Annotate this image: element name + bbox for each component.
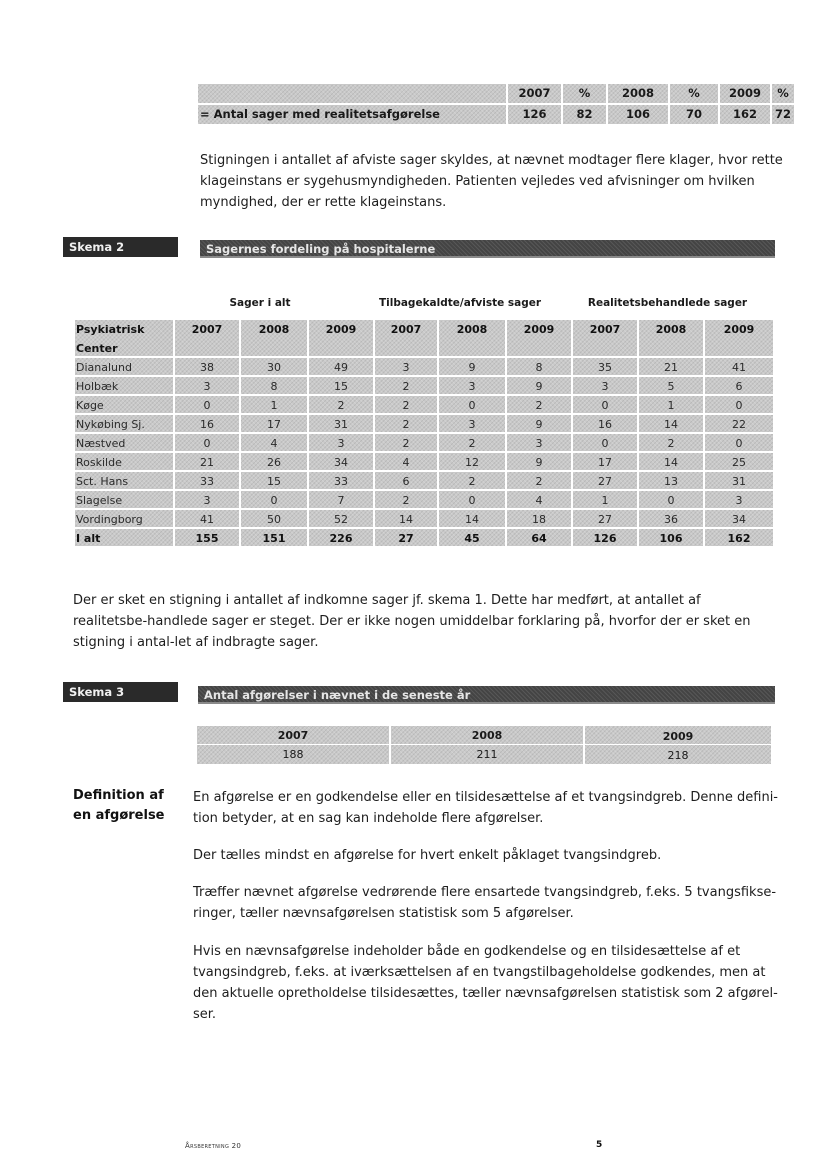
summary-value-row <box>198 105 796 124</box>
summary-value: 82 <box>563 105 608 124</box>
year-header: 2007 <box>573 320 639 358</box>
table-cell: 0 <box>573 434 639 453</box>
table-cell: 26 <box>241 453 309 472</box>
table-cell: 4 <box>507 491 573 510</box>
table-cell: 0 <box>573 396 639 415</box>
table-cell: 14 <box>639 415 705 434</box>
group-header-processed: Realitetsbehandlede sager <box>587 297 748 309</box>
year-header: 2007 <box>375 320 439 358</box>
table-cell: 6 <box>375 472 439 491</box>
table-cell: 8 <box>507 358 573 377</box>
table-cell: 21 <box>175 453 241 472</box>
table-cell: 8 <box>241 377 309 396</box>
table-cell: 49 <box>309 358 375 377</box>
table-cell: 2 <box>375 434 439 453</box>
table-cell: 13 <box>639 472 705 491</box>
table-cell: 27 <box>573 510 639 529</box>
decisions-year: 2009 <box>585 726 773 745</box>
total-cell: 151 <box>241 529 309 548</box>
corner-header <box>75 320 175 358</box>
summary-header: 2007 <box>508 84 563 103</box>
table-cell: 35 <box>573 358 639 377</box>
table-cell: 1 <box>573 491 639 510</box>
summary-value: 126 <box>508 105 563 124</box>
skema2-title: Sagernes fordeling på hospitalerne <box>200 240 775 258</box>
group-header-total: Sager i alt <box>229 297 291 309</box>
table-cell: 22 <box>705 415 775 434</box>
table-cell: 3 <box>375 358 439 377</box>
table-cell: 0 <box>175 396 241 415</box>
table-cell: 3 <box>439 377 507 396</box>
decisions-table <box>197 726 773 764</box>
table-cell: 14 <box>639 453 705 472</box>
summary-header: % <box>772 84 796 103</box>
total-cell: 226 <box>309 529 375 548</box>
table-cell: 2 <box>375 396 439 415</box>
group-header-rejected: Tilbagekaldte/afviste sager <box>378 297 542 309</box>
table-cell: 0 <box>439 396 507 415</box>
total-label: I alt <box>75 529 175 548</box>
hospital-name: Næstved <box>75 434 175 453</box>
summary-header: 2008 <box>608 84 670 103</box>
table-cell: 9 <box>507 453 573 472</box>
summary-value: 106 <box>608 105 670 124</box>
definition-label-line1: Definition af <box>73 788 164 803</box>
hospital-name: Slagelse <box>75 491 175 510</box>
total-cell: 45 <box>439 529 507 548</box>
table-cell: 3 <box>175 377 241 396</box>
hospital-name: Dianalund <box>75 358 175 377</box>
table-cell: 3 <box>573 377 639 396</box>
table-cell: 0 <box>175 434 241 453</box>
definition-paragraph: Hvis en nævnsafgørelse indeholder både en godkendelse og en tilsidesættelse af et tvangsindgreb, f.eks. at iværksættelsen af en tvangstilbageholdelse godkendes, men at den aktuelle opretholdelse tilsidesættes, tæller nævnsafgørelsen statistisk som 2 afgørel-ser. <box>193 944 778 1022</box>
decisions-value: 211 <box>391 745 585 764</box>
table-cell: 2 <box>375 415 439 434</box>
year-header: 2009 <box>309 320 375 358</box>
table-cell: 33 <box>309 472 375 491</box>
table-cell: 3 <box>309 434 375 453</box>
year-header: 2009 <box>507 320 573 358</box>
summary-value: 70 <box>670 105 720 124</box>
year-header: 2009 <box>705 320 775 358</box>
definition-label <box>73 786 165 826</box>
summary-table <box>198 84 796 124</box>
definition-label-line2: en afgørelse <box>73 808 165 823</box>
table-cell: 33 <box>175 472 241 491</box>
definition-paragraph: Der tælles mindst en afgørelse for hvert enkelt påklaget tvangsindgreb. <box>193 848 662 863</box>
year-header: 2008 <box>241 320 309 358</box>
paragraph-rejections: Stigningen i antallet af afviste sager skyldes, at nævnet modtager flere klager, hvor rette klageinstans er sygehusmyndigheden. Patienten vejledes ved afvisninger om hvilken myndighed, der er rette klageinstans. <box>200 153 783 210</box>
total-cell: 126 <box>573 529 639 548</box>
decisions-value: 218 <box>585 745 773 764</box>
table-cell: 0 <box>705 434 775 453</box>
table-cell: 17 <box>573 453 639 472</box>
table-cell: 3 <box>507 434 573 453</box>
table-cell: 2 <box>375 491 439 510</box>
table-cell: 38 <box>175 358 241 377</box>
table-cell: 5 <box>639 377 705 396</box>
table-cell: 2 <box>375 377 439 396</box>
table-cell: 2 <box>309 396 375 415</box>
table-cell: 14 <box>439 510 507 529</box>
table-cell: 1 <box>241 396 309 415</box>
hospital-name: Holbæk <box>75 377 175 396</box>
table-cell: 36 <box>639 510 705 529</box>
total-cell: 162 <box>705 529 775 548</box>
table-cell: 25 <box>705 453 775 472</box>
table-cell: 41 <box>705 358 775 377</box>
table-cell: 6 <box>705 377 775 396</box>
table-cell: 3 <box>705 491 775 510</box>
table-cell: 2 <box>439 434 507 453</box>
total-cell: 27 <box>375 529 439 548</box>
table-cell: 17 <box>241 415 309 434</box>
table-cell: 4 <box>375 453 439 472</box>
table-cell: 34 <box>705 510 775 529</box>
hospital-name: Køge <box>75 396 175 415</box>
footer-report-title: Årsberetning 20 <box>185 1142 242 1150</box>
table-cell: 16 <box>175 415 241 434</box>
table-cell: 2 <box>507 396 573 415</box>
corner-header-line: Psykiatrisk <box>76 323 145 336</box>
total-cell: 64 <box>507 529 573 548</box>
table-cell: 52 <box>309 510 375 529</box>
table-cell: 1 <box>639 396 705 415</box>
table-cell: 12 <box>439 453 507 472</box>
table-cell: 9 <box>507 415 573 434</box>
summary-value: 162 <box>720 105 772 124</box>
definition-paragraph: Træffer nævnet afgørelse vedrørende flere ensartede tvangsindgreb, f.eks. 5 tvangsfikse-ringer, tæller nævnsafgørelsen statistisk som 5 afgørelser. <box>193 885 777 921</box>
summary-header: % <box>563 84 608 103</box>
decisions-year: 2007 <box>197 726 391 745</box>
table-cell: 0 <box>705 396 775 415</box>
year-header: 2007 <box>175 320 241 358</box>
summary-value: 72 <box>772 105 796 124</box>
table-cell: 41 <box>175 510 241 529</box>
table-cell: 0 <box>439 491 507 510</box>
table-cell: 15 <box>241 472 309 491</box>
decisions-year: 2008 <box>391 726 585 745</box>
summary-blank-cell <box>198 84 508 103</box>
table-cell: 31 <box>705 472 775 491</box>
table-cell: 9 <box>439 358 507 377</box>
year-header: 2008 <box>639 320 705 358</box>
page-number: 5 <box>596 1140 603 1150</box>
table-cell: 16 <box>573 415 639 434</box>
table-cell: 50 <box>241 510 309 529</box>
table-cell: 15 <box>309 377 375 396</box>
table-cell: 2 <box>439 472 507 491</box>
table-cell: 2 <box>507 472 573 491</box>
definition-paragraph: En afgørelse er en godkendelse eller en tilsidesættelse af et tvangsindgreb. Denne defini-tion betyder, at en sag kan indeholde flere afgørelser. <box>193 790 778 826</box>
total-cell: 155 <box>175 529 241 548</box>
summary-header: % <box>670 84 720 103</box>
table-cell: 9 <box>507 377 573 396</box>
hospital-name: Sct. Hans <box>75 472 175 491</box>
total-cell: 106 <box>639 529 705 548</box>
table-cell: 18 <box>507 510 573 529</box>
skema3-tag: Skema 3 <box>63 682 178 702</box>
table-cell: 2 <box>639 434 705 453</box>
hospital-name: Nykøbing Sj. <box>75 415 175 434</box>
table-cell: 0 <box>241 491 309 510</box>
skema3-title: Antal afgørelser i nævnet i de seneste år <box>198 686 775 704</box>
table-cell: 3 <box>439 415 507 434</box>
table-cell: 34 <box>309 453 375 472</box>
table-cell: 7 <box>309 491 375 510</box>
table-cell: 3 <box>175 491 241 510</box>
corner-header-line: Center <box>76 342 118 355</box>
hospital-name: Roskilde <box>75 453 175 472</box>
table-cell: 27 <box>573 472 639 491</box>
summary-header: 2009 <box>720 84 772 103</box>
skema2-tag: Skema 2 <box>63 237 178 257</box>
summary-header-row <box>198 84 796 103</box>
summary-label: = Antal sager med realitetsafgørelse <box>198 105 508 124</box>
year-header: 2008 <box>439 320 507 358</box>
table-cell: 21 <box>639 358 705 377</box>
paragraph-increase: Der er sket en stigning i antallet af indkomne sager jf. skema 1. Dette har medført, at antallet af realitetsbe-handlede sager er steget. Der er ikke nogen umiddelbar forklaring på, hvorfor der er sket en stigning i antal-let af indbragte sager. <box>73 593 751 650</box>
decisions-value: 188 <box>197 745 391 764</box>
table-cell: 14 <box>375 510 439 529</box>
hospital-name: Vordingborg <box>75 510 175 529</box>
table-cell: 0 <box>639 491 705 510</box>
table-cell: 31 <box>309 415 375 434</box>
table-cell: 4 <box>241 434 309 453</box>
table-cell: 30 <box>241 358 309 377</box>
